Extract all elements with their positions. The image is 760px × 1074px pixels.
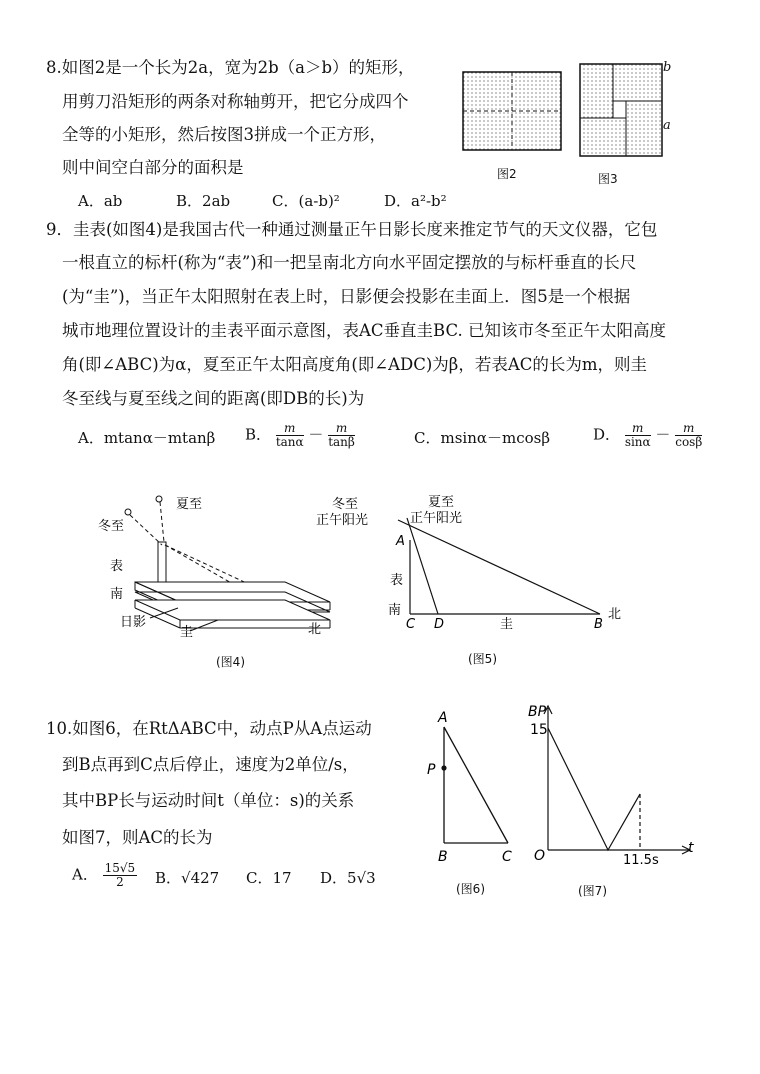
fig5-point-c: C	[406, 617, 416, 632]
q9-option-c: C．msinα－mcosβ	[414, 429, 551, 447]
fig5-summer-1: 夏至	[428, 495, 455, 510]
fig4-south: 南	[110, 587, 124, 602]
fig5-caption: (图5)	[468, 652, 497, 666]
q8-option-b: B．2ab	[176, 192, 231, 210]
fig6-point-c: C	[502, 849, 512, 865]
q9-option-a: A．mtanα－mtanβ	[78, 429, 216, 447]
fig5-summer-2: 正午阳光	[410, 511, 463, 526]
q8-option-a: A．ab	[78, 192, 123, 210]
q10-line-3: 其中BP长与运动时间t（单位：s)的关系	[62, 791, 355, 810]
fig5-winter-1: 冬至	[332, 497, 359, 512]
fig5-north: 北	[608, 607, 622, 622]
fig4-caption: (图4)	[216, 655, 245, 669]
fig5-gui: 圭	[500, 617, 514, 632]
fig7-origin: O	[534, 848, 546, 864]
q9-option-b: B． $\frac{m}{\tan\alpha}$ － $\frac{m}{\tan\beta}$	[245, 421, 355, 449]
fig5-point-a: A	[396, 534, 405, 549]
q8-line-3: 全等的小矩形，然后按图3拼成一个正方形，	[62, 125, 386, 144]
q10-line-1: 10.如图6，在RtΔABC中，动点P从A点运动	[46, 719, 372, 738]
fig6-right-triangle	[420, 705, 530, 875]
q8-line-2: 用剪刀沿矩形的两条对称轴剪开，把它分成四个	[62, 92, 409, 111]
q10-line-2: 到B点再到C点后停止，速度为2单位/s，	[62, 755, 359, 774]
fig5-point-b: B	[594, 617, 603, 632]
fig5-triangle	[310, 490, 640, 650]
fig5-south: 南	[388, 603, 402, 618]
q8-line-4: 则中间空白部分的面积是	[62, 158, 244, 177]
fig7-x-tick: 11.5s	[623, 853, 659, 868]
fig4-winter: 冬至	[98, 519, 125, 534]
q10-option-c: C．17	[246, 869, 292, 887]
q8-option-d: D．a²-b²	[384, 192, 447, 210]
fig4-gui: 圭	[180, 625, 194, 640]
q9-line-4: 城市地理位置设计的圭表平面示意图，表AC垂直圭BC. 已知该市冬至正午太阳高度	[62, 321, 666, 340]
fig2-caption: 图2	[497, 167, 517, 181]
fig7-graph	[520, 698, 705, 873]
q10-line-4: 如图7，则AC的长为	[62, 828, 213, 847]
fig6-caption: (图6)	[456, 882, 485, 896]
q9-line-6: 冬至线与夏至线之间的距离(即DB的长)为	[62, 389, 365, 408]
q10-option-a: A． $\frac{15√5}{2}$	[72, 861, 136, 889]
q8-line-1: 8.如图2是一个长为2a，宽为2b（a＞b）的矩形，	[46, 58, 415, 77]
fig6-point-p-dot	[441, 765, 446, 770]
q10-option-d: D．5√3	[320, 869, 376, 887]
q9-line-2: 一根直立的标杆(称为“表”)和一把呈南北方向水平固定摆放的与标杆垂直的长尺	[62, 253, 637, 272]
fig3-caption: 图3	[598, 172, 618, 186]
q10-option-b: B．√427	[155, 869, 220, 887]
fig4-summer: 夏至	[176, 497, 203, 512]
q9-option-d: D． $\frac{m}{\sin\alpha}$ － $\frac{m}{\cos\beta}$	[593, 421, 703, 449]
q9-line-3: (为“圭”)，当正午太阳照射在表上时，日影便会投影在圭面上．图5是一个根据	[62, 287, 631, 306]
fig4-shadow: 日影	[120, 615, 147, 630]
fig7-x-label: t	[688, 840, 694, 856]
fig5-biao: 表	[390, 573, 404, 588]
q9-line-1: 9．圭表(如图4)是我国古代一种通过测量正午日影长度来推定节气的天文仪器，它包	[46, 220, 658, 239]
fig3-label-a: a	[663, 118, 671, 133]
fig3-square	[580, 64, 662, 156]
fig7-caption: (图7)	[578, 884, 607, 898]
fig5-winter-2: 正午阳光	[316, 513, 369, 528]
fig3-label-b: b	[663, 60, 672, 75]
fig6-point-b: B	[438, 849, 448, 865]
q8-figures	[455, 60, 675, 160]
fig5-point-d: D	[434, 617, 445, 632]
q8-option-c: C．(a-b)²	[272, 192, 340, 210]
fig4-biao: 表	[110, 559, 124, 574]
fig6-point-a: A	[438, 710, 448, 726]
fig7-y-15: 15	[530, 722, 548, 738]
fig4-north: 北	[308, 622, 322, 637]
q9-line-5: 角(即∠ABC)为α，夏至正午太阳高度角(即∠ADC)为β，若表AC的长为m，则圭	[62, 355, 648, 374]
fig7-y-label: BP	[528, 704, 547, 720]
fig6-point-p: P	[427, 762, 436, 778]
